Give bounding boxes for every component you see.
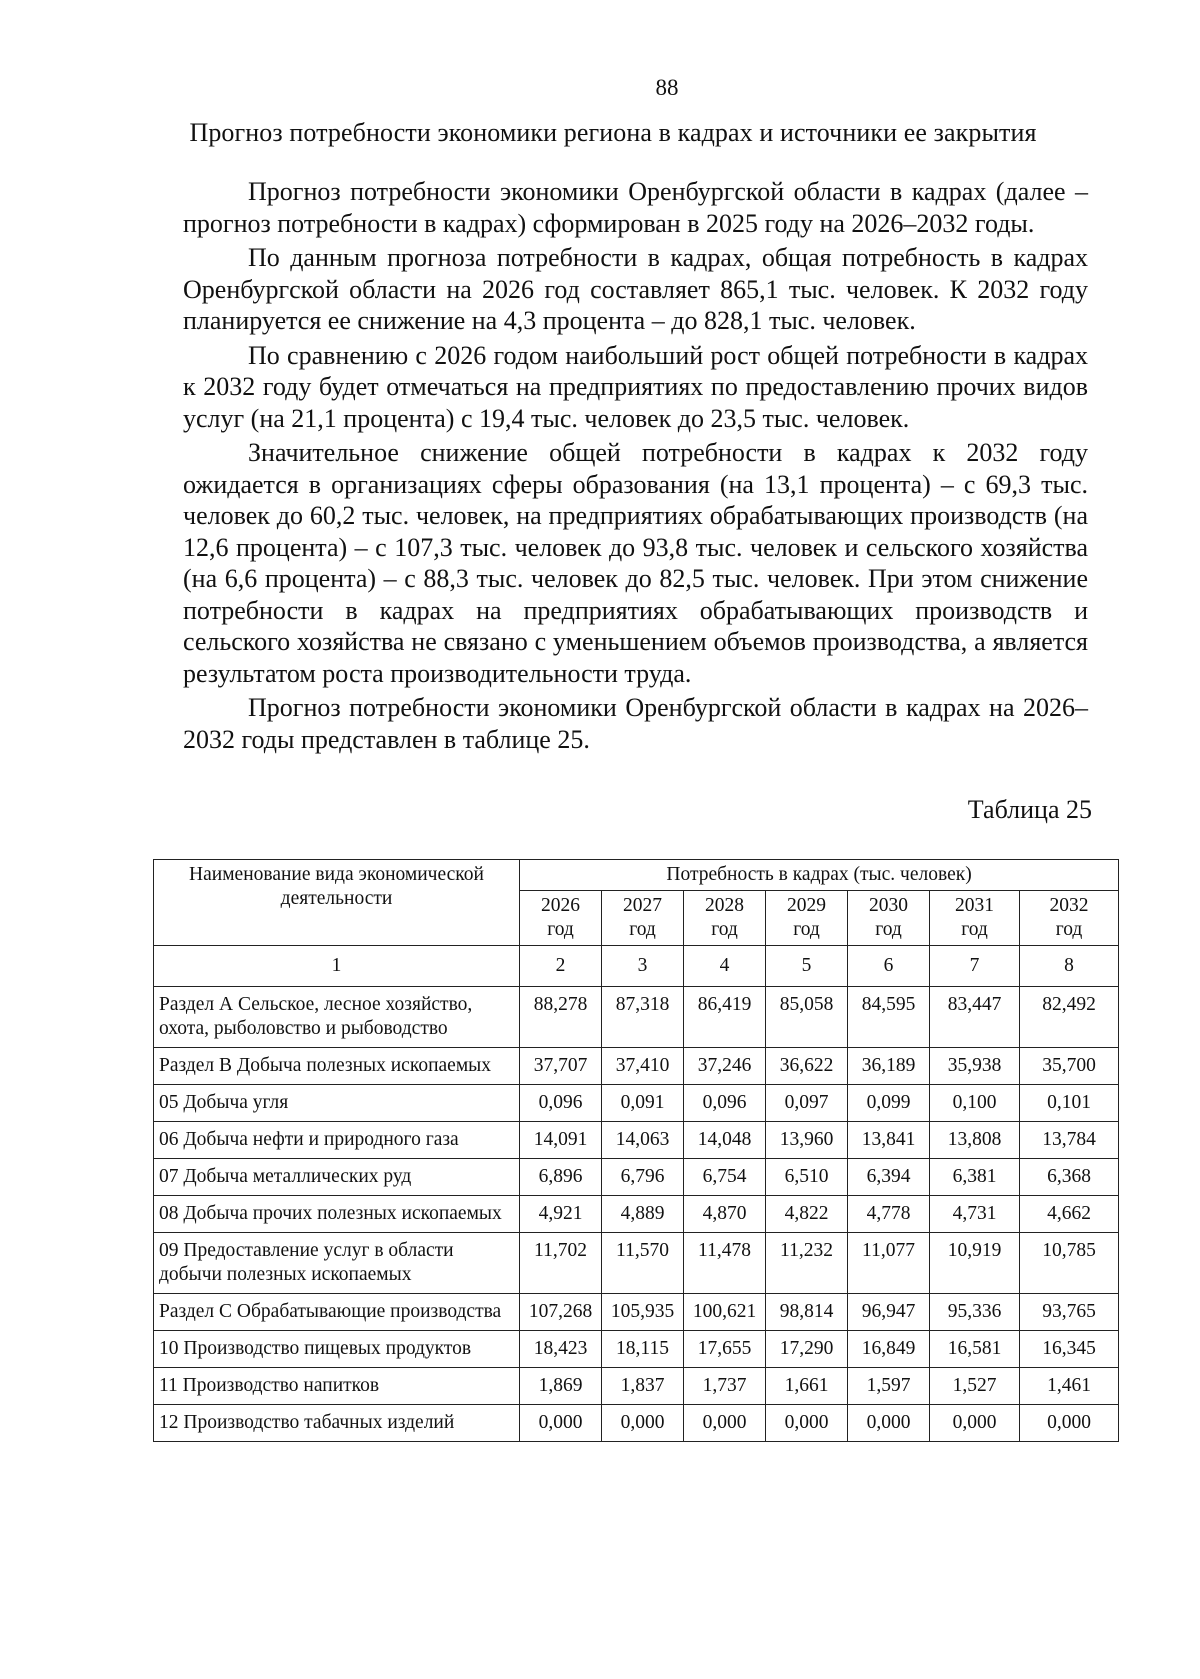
paragraph: По сравнению с 2026 годом наибольший рост общей потребности в кадрах к 2032 году будет отмечаться на предприятиях по предоставлению прочих видов услуг (на 21,1 процента) с 19,4 тыс. человек до 23,5 тыс. человек. [183, 340, 1088, 433]
column-number-row [154, 946, 1119, 987]
table-row [154, 1233, 1119, 1294]
value-cell: 0,000 [1020, 1405, 1119, 1442]
value-cell: 11,702 [520, 1233, 602, 1294]
value-cell: 83,447 [930, 987, 1020, 1048]
year-header: 2029 год [766, 891, 848, 946]
value-cell: 14,063 [602, 1122, 684, 1159]
column-number: 5 [766, 946, 848, 987]
value-cell: 4,662 [1020, 1196, 1119, 1233]
table-row [154, 1368, 1119, 1405]
column-number: 8 [1020, 946, 1119, 987]
value-cell: 0,099 [848, 1085, 930, 1122]
value-cell: 0,091 [602, 1085, 684, 1122]
paragraph: По данным прогноза потребности в кадрах, общая потребность в кадрах Оренбургской области на 2026 год составляет 865,1 тыс. человек. К 2032 году планируется ее снижение на 4,3 процента – до 828,1 тыс. человек. [183, 243, 1088, 335]
table-row [154, 1048, 1119, 1085]
paragraph: Значительное снижение общей потребности в кадрах к 2032 году ожидается в организациях сферы образования (на 13,1 процента) – с 69,3 тыс. человек до 60,2 тыс. человек, на предприятиях обрабатывающих производств (на 12,6 процента) – с 107,3 тыс. человек до 93,8 тыс. человек и сельского хозяйства (на 6,6 процента) – с 88,3 тыс. человек до 82,5 тыс. человек. При этом снижение потребности в кадрах на предприятиях обрабатывающих производств и сельского хозяйства не связано с уменьшением объемов производства, а является результатом роста производительности труда. [183, 438, 1088, 688]
value-cell: 86,419 [684, 987, 766, 1048]
year-header: 2030 год [848, 891, 930, 946]
value-cell: 0,097 [766, 1085, 848, 1122]
value-cell: 11,570 [602, 1233, 684, 1294]
table-caption: Таблица 25 [967, 795, 1092, 824]
value-cell: 4,731 [930, 1196, 1020, 1233]
activity-name-cell: 05 Добыча угля [154, 1085, 520, 1122]
value-cell: 87,318 [602, 987, 684, 1048]
value-cell: 1,737 [684, 1368, 766, 1405]
table-row [154, 1159, 1119, 1196]
value-cell: 105,935 [602, 1294, 684, 1331]
paragraph: Прогноз потребности экономики Оренбургской области в кадрах на 2026–2032 годы представлен в таблице 25. [183, 693, 1088, 754]
value-cell: 16,345 [1020, 1331, 1119, 1368]
value-cell: 11,478 [684, 1233, 766, 1294]
value-cell: 84,595 [848, 987, 930, 1048]
value-cell: 11,077 [848, 1233, 930, 1294]
value-cell: 6,796 [602, 1159, 684, 1196]
value-cell: 36,622 [766, 1048, 848, 1085]
page-number: 88 [655, 75, 679, 100]
value-cell: 1,461 [1020, 1368, 1119, 1405]
year-header: 2028 год [684, 891, 766, 946]
activity-name-cell: Раздел А Сельское, лесное хозяйство, охота, рыболовство и рыбоводство [154, 987, 520, 1048]
activity-name-cell: 11 Производство напитков [154, 1368, 520, 1405]
activity-name-cell: Раздел В Добыча полезных ископаемых [154, 1048, 520, 1085]
staffing-forecast-table [153, 859, 1119, 1442]
value-cell: 18,423 [520, 1331, 602, 1368]
value-cell: 14,048 [684, 1122, 766, 1159]
value-cell: 93,765 [1020, 1294, 1119, 1331]
value-cell: 16,581 [930, 1331, 1020, 1368]
column-number: 6 [848, 946, 930, 987]
value-cell: 14,091 [520, 1122, 602, 1159]
value-cell: 6,368 [1020, 1159, 1119, 1196]
value-cell: 37,246 [684, 1048, 766, 1085]
value-cell: 35,700 [1020, 1048, 1119, 1085]
column-number: 7 [930, 946, 1020, 987]
value-cell: 85,058 [766, 987, 848, 1048]
value-cell: 16,849 [848, 1331, 930, 1368]
year-header: 2032 год [1020, 891, 1119, 946]
value-cell: 13,808 [930, 1122, 1020, 1159]
value-cell: 10,919 [930, 1233, 1020, 1294]
value-cell: 10,785 [1020, 1233, 1119, 1294]
value-cell: 96,947 [848, 1294, 930, 1331]
value-cell: 6,381 [930, 1159, 1020, 1196]
value-cell: 95,336 [930, 1294, 1020, 1331]
value-cell: 88,278 [520, 987, 602, 1048]
paragraph: Прогноз потребности экономики Оренбургской области в кадрах (далее – прогноз потребности в кадрах) сформирован в 2025 году на 2026–2032 годы. [183, 177, 1088, 238]
table-row [154, 1196, 1119, 1233]
value-cell: 0,096 [684, 1085, 766, 1122]
column-number: 1 [154, 946, 520, 987]
value-cell: 6,754 [684, 1159, 766, 1196]
column-number: 2 [520, 946, 602, 987]
column-number: 4 [684, 946, 766, 987]
table-row [154, 1294, 1119, 1331]
value-cell: 1,837 [602, 1368, 684, 1405]
value-cell: 0,000 [848, 1405, 930, 1442]
value-cell: 4,822 [766, 1196, 848, 1233]
value-cell: 0,100 [930, 1085, 1020, 1122]
value-cell: 107,268 [520, 1294, 602, 1331]
value-cell: 17,290 [766, 1331, 848, 1368]
value-cell: 0,000 [520, 1405, 602, 1442]
value-cell: 0,000 [930, 1405, 1020, 1442]
value-cell: 4,921 [520, 1196, 602, 1233]
section-heading: Прогноз потребности экономики региона в кадрах и источники ее закрытия [189, 118, 1037, 147]
value-cell: 0,000 [766, 1405, 848, 1442]
value-cell: 4,870 [684, 1196, 766, 1233]
value-cell: 1,661 [766, 1368, 848, 1405]
value-cell: 17,655 [684, 1331, 766, 1368]
body-text [183, 176, 1088, 758]
value-cell: 35,938 [930, 1048, 1020, 1085]
header-activity-name: Наименование вида экономической деятельности [154, 860, 520, 946]
value-cell: 13,784 [1020, 1122, 1119, 1159]
header-staffing-need: Потребность в кадрах (тыс. человек) [520, 860, 1119, 891]
value-cell: 6,896 [520, 1159, 602, 1196]
value-cell: 6,510 [766, 1159, 848, 1196]
activity-name-cell: 06 Добыча нефти и природного газа [154, 1122, 520, 1159]
value-cell: 37,410 [602, 1048, 684, 1085]
table-row [154, 987, 1119, 1048]
activity-name-cell: 10 Производство пищевых продуктов [154, 1331, 520, 1368]
activity-name-cell: 08 Добыча прочих полезных ископаемых [154, 1196, 520, 1233]
year-header: 2031 год [930, 891, 1020, 946]
year-header: 2026 год [520, 891, 602, 946]
activity-name-cell: Раздел С Обрабатывающие производства [154, 1294, 520, 1331]
value-cell: 4,889 [602, 1196, 684, 1233]
year-header: 2027 год [602, 891, 684, 946]
value-cell: 0,096 [520, 1085, 602, 1122]
activity-name-cell: 07 Добыча металлических руд [154, 1159, 520, 1196]
value-cell: 98,814 [766, 1294, 848, 1331]
value-cell: 13,841 [848, 1122, 930, 1159]
value-cell: 4,778 [848, 1196, 930, 1233]
value-cell: 37,707 [520, 1048, 602, 1085]
value-cell: 82,492 [1020, 987, 1119, 1048]
value-cell: 13,960 [766, 1122, 848, 1159]
value-cell: 1,869 [520, 1368, 602, 1405]
value-cell: 0,000 [602, 1405, 684, 1442]
value-cell: 0,101 [1020, 1085, 1119, 1122]
table-row [154, 1331, 1119, 1368]
activity-name-cell: 09 Предоставление услуг в области добычи полезных ископаемых [154, 1233, 520, 1294]
value-cell: 1,527 [930, 1368, 1020, 1405]
value-cell: 0,000 [684, 1405, 766, 1442]
value-cell: 100,621 [684, 1294, 766, 1331]
value-cell: 6,394 [848, 1159, 930, 1196]
activity-name-cell: 12 Производство табачных изделий [154, 1405, 520, 1442]
value-cell: 18,115 [602, 1331, 684, 1368]
value-cell: 1,597 [848, 1368, 930, 1405]
table-row [154, 1405, 1119, 1442]
table-row [154, 1122, 1119, 1159]
value-cell: 11,232 [766, 1233, 848, 1294]
value-cell: 36,189 [848, 1048, 930, 1085]
table-row [154, 1085, 1119, 1122]
column-number: 3 [602, 946, 684, 987]
